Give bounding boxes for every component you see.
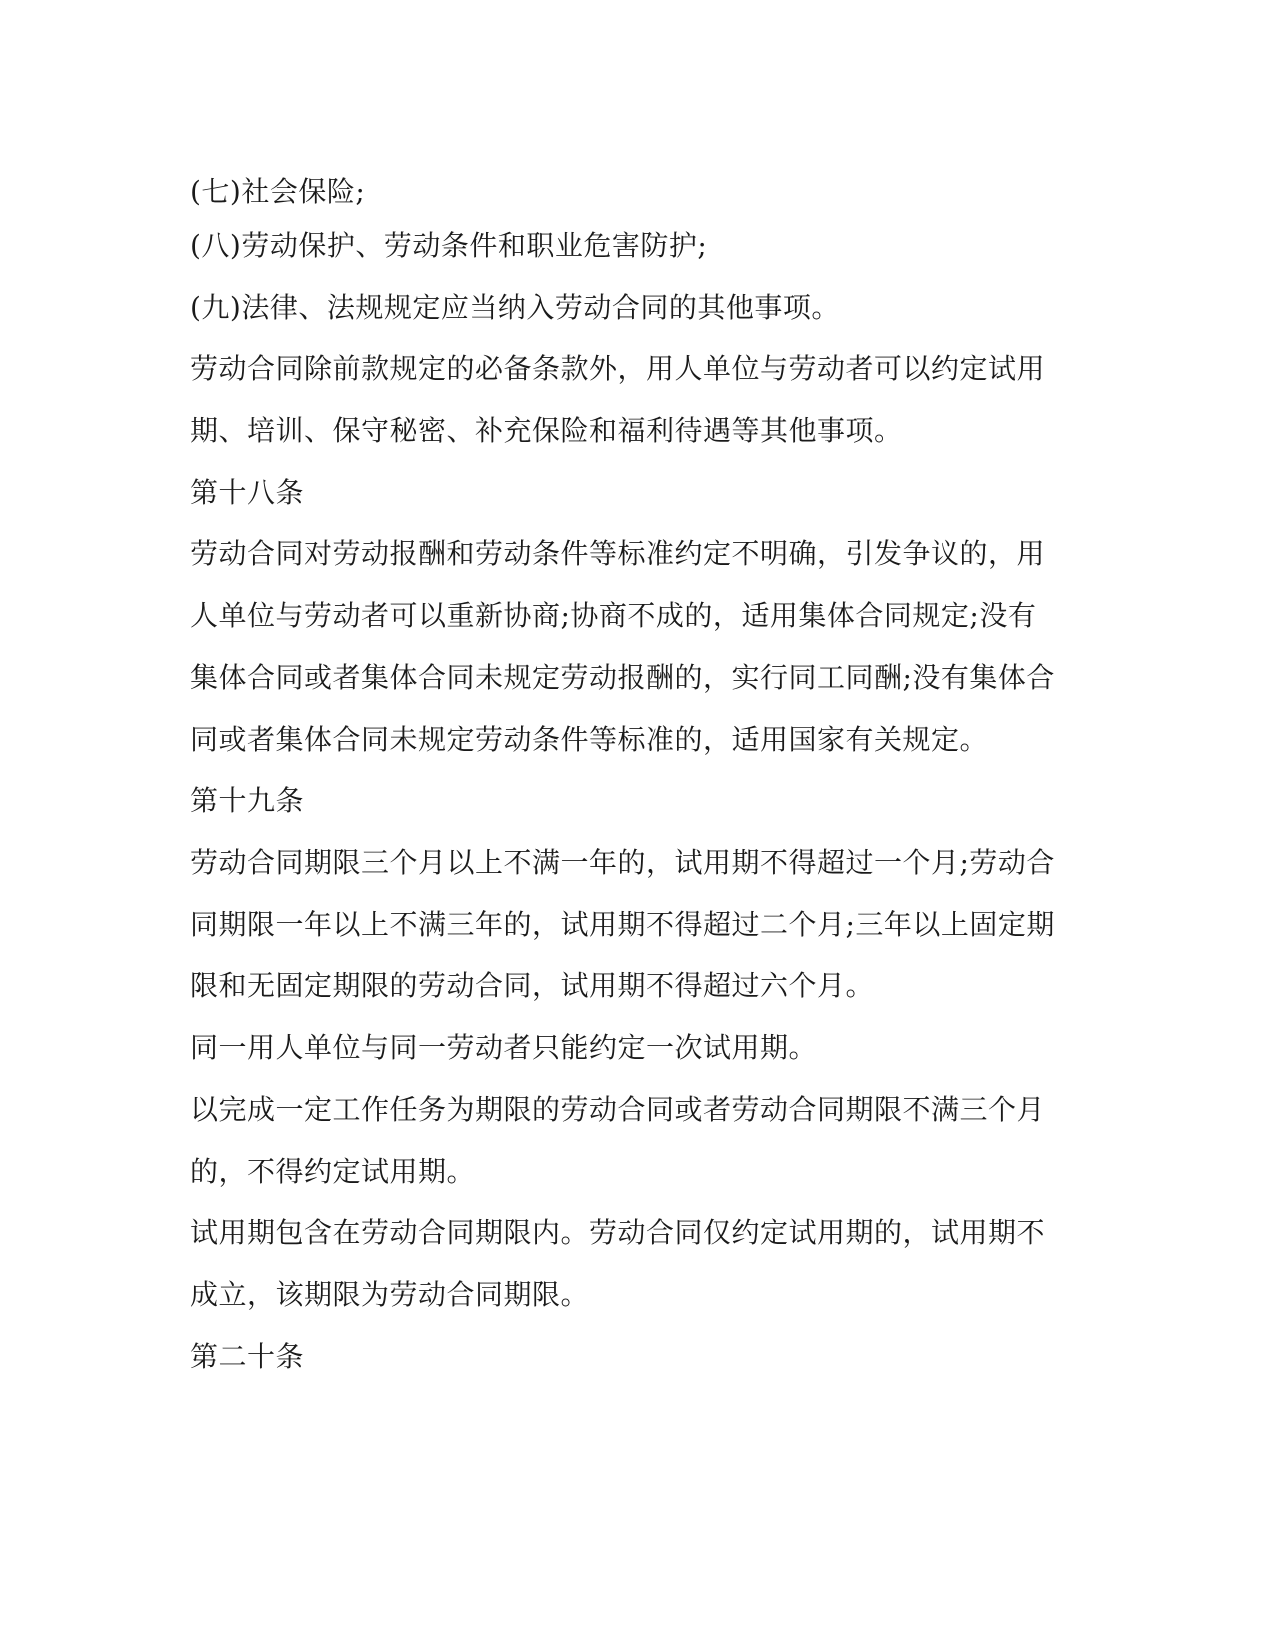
paragraph-line: 劳动合同期限三个月以上不满一年的，试用期不得超过一个月;劳动合 bbox=[190, 846, 1055, 879]
article-18-heading: 第十八条 bbox=[190, 476, 305, 509]
paragraph-line: 人单位与劳动者可以重新协商;协商不成的，适用集体合同规定;没有 bbox=[190, 599, 1037, 632]
paragraph-line: 集体合同或者集体合同未规定劳动报酬的，实行同工同酬;没有集体合 bbox=[190, 661, 1055, 694]
paragraph-line: 试用期包含在劳动合同期限内。劳动合同仅约定试用期的，试用期不 bbox=[190, 1216, 1046, 1249]
paragraph-line: 限和无固定期限的劳动合同，试用期不得超过六个月。 bbox=[190, 969, 875, 1002]
paragraph-line: 劳动合同对劳动报酬和劳动条件等标准约定不明确，引发争议的，用 bbox=[190, 537, 1046, 570]
item-seven-social-insurance: (七)社会保险; bbox=[190, 175, 366, 208]
article-20-heading: 第二十条 bbox=[190, 1340, 305, 1373]
item-nine-other-matters: (九)法律、法规规定应当纳入劳动合同的其他事项。 bbox=[190, 291, 840, 324]
paragraph-line: 同或者集体合同未规定劳动条件等标准的，适用国家有关规定。 bbox=[190, 723, 989, 756]
item-eight-labor-protection: (八)劳动保护、劳动条件和职业危害防护; bbox=[190, 229, 708, 262]
paragraph-line: 的，不得约定试用期。 bbox=[190, 1155, 476, 1188]
paragraph-line: 同期限一年以上不满三年的，试用期不得超过二个月;三年以上固定期 bbox=[190, 908, 1055, 941]
paragraph-line: 同一用人单位与同一劳动者只能约定一次试用期。 bbox=[190, 1031, 818, 1064]
paragraph-line: 劳动合同除前款规定的必备条款外，用人单位与劳动者可以约定试用 bbox=[190, 352, 1046, 385]
paragraph-line: 以完成一定工作任务为期限的劳动合同或者劳动合同期限不满三个月 bbox=[190, 1093, 1046, 1126]
paragraph-line: 期、培训、保守秘密、补充保险和福利待遇等其他事项。 bbox=[190, 414, 903, 447]
article-19-heading: 第十九条 bbox=[190, 784, 305, 817]
paragraph-line: 成立，该期限为劳动合同期限。 bbox=[190, 1278, 590, 1311]
